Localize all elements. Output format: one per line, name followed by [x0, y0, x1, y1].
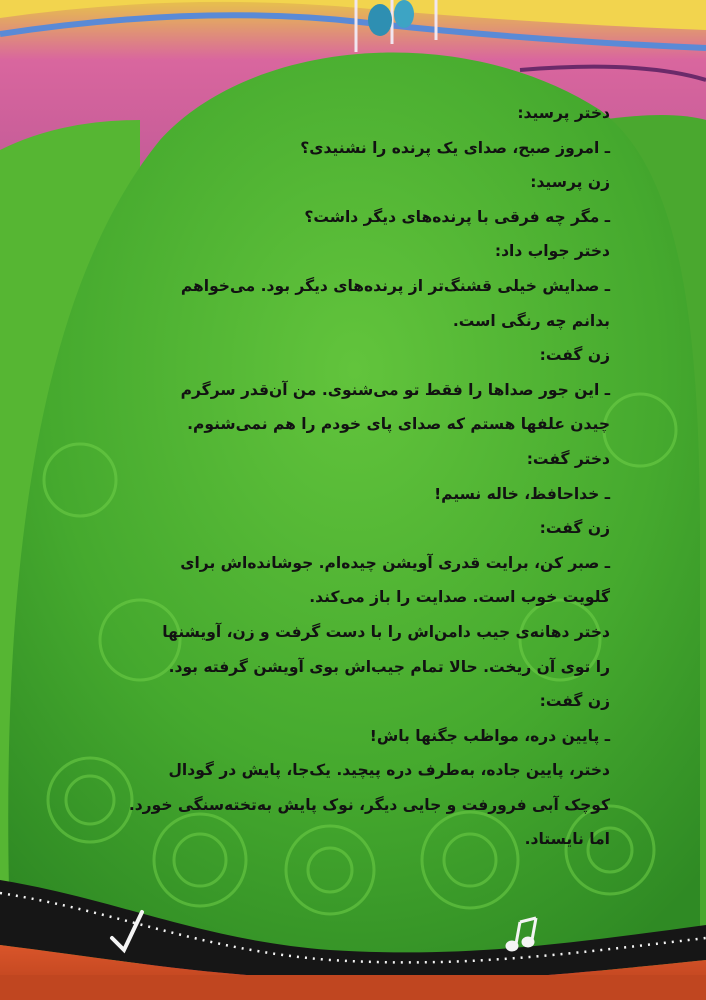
story-line: دختر دهانه‌ی جیب دامن‌اش را با دست گرفت و زن، آویشنها: [162, 622, 610, 641]
story-line: دختر جواب داد:: [494, 242, 610, 261]
story-line: ـ پایین دره، مواظب جگنها باش!: [369, 726, 610, 745]
story-text: [112, 96, 610, 857]
story-line: دختر گفت:: [526, 449, 610, 468]
story-line: را توی آن ریخت. حالا تمام جیب‌اش بوی آویشن گرفته بود.: [168, 657, 610, 676]
story-line: ـ صدایش خیلی قشنگ‌تر از پرنده‌های دیگر بود. می‌خواهم: [180, 276, 610, 295]
story-line: ـ مگر چه فرقی با پرنده‌های دیگر داشت؟: [304, 207, 610, 226]
story-line: ـ امروز صبح، صدای یک پرنده را نشنیدی؟: [300, 138, 610, 157]
story-line: گلویت خوب است. صدایت را باز می‌کند.: [309, 588, 610, 607]
story-line: دختر، پایین جاده، به‌طرف دره پیچید. یک‌جا، پایش در گودال: [168, 761, 610, 780]
story-line: ـ خداحافظ، خاله نسیم!: [434, 484, 610, 503]
story-line: زن گفت:: [539, 519, 610, 538]
story-line: زن پرسید:: [530, 173, 610, 192]
story-line: ـ این جور صداها را فقط تو می‌شنوی. من آن‌قدر سرگرم: [180, 380, 610, 399]
ground-bottom: [0, 975, 706, 1000]
story-line: زن گفت:: [539, 346, 610, 365]
story-line: بدانم چه رنگی است.: [452, 311, 610, 330]
story-line: اما نایستاد.: [524, 830, 610, 849]
story-line: ـ صبر کن، برایت قدری آویشن چیده‌ام. جوشانده‌اش برای: [180, 553, 610, 572]
story-line: زن گفت:: [539, 692, 610, 711]
story-line: کوچک آبی فرورفت و جایی دیگر، نوک پایش به‌تخته‌سنگی خورد.: [128, 795, 610, 814]
story-line: چیدن علفها هستم که صدای پای خودم را هم نمی‌شنوم.: [187, 415, 610, 434]
story-line: دختر پرسید:: [517, 104, 610, 122]
